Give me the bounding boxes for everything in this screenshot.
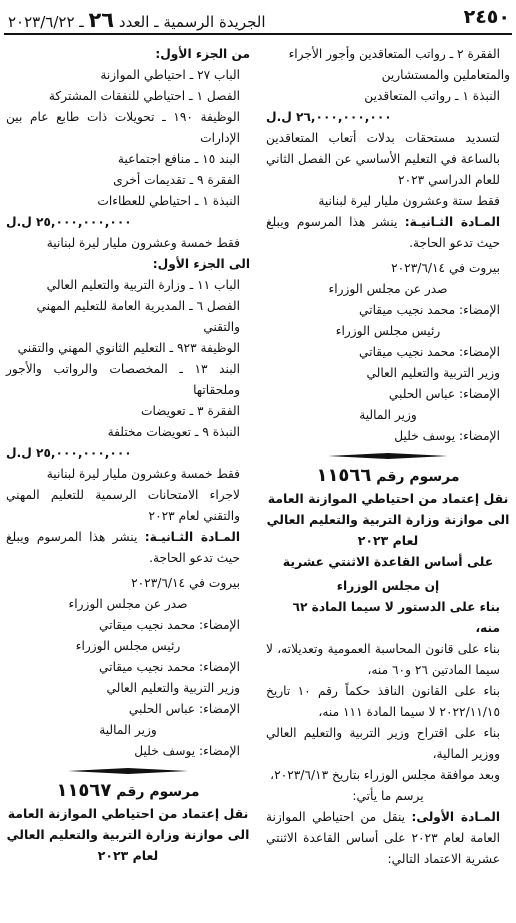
decree-subtitle: على أساس القاعدة الاثنتي عشرية (282, 554, 494, 569)
article-1 (266, 807, 510, 870)
decree-title (6, 780, 250, 803)
whereas-line: بناء على القانون النافذ حكماً رقم ١٠ تاريخ ٢٠٢٢/١١/١٥ لا سيما المادة ١١١ منه، (266, 684, 500, 719)
budget-line: الوظيفة ٩٢٣ ـ التعليم الثانوي المهني والتقني (17, 341, 240, 355)
decree-subtitle: نقل إعتماد من احتياطي الموازنة العامة (7, 806, 249, 821)
right-column (266, 44, 510, 870)
text-line: والمتعاملين والمستشارين (381, 68, 510, 82)
text-line: الفقرة ٢ ـ رواتب المتعاقدين وأجور الأجراء (288, 47, 500, 61)
issue-date: ـ ٢٠٢٣/٦/٢٢ (8, 13, 84, 31)
amount-words: فقط ستة وعشرون مليار ليرة لبنانية (318, 194, 500, 208)
text-line: النبذة ١ ـ رواتب المتعاقدين (364, 89, 500, 103)
issued-by: صدر عن مجلس الوزراء (328, 282, 448, 296)
decree-number: ١١٥٦٧ (56, 780, 112, 801)
article-label: المـادة الأولى: (411, 810, 501, 824)
budget-line: الفصل ٦ ـ المديرية العامة للتعليم المهني والتقني (36, 299, 240, 334)
signature: الإمضاء: يوسف خليل (394, 429, 500, 443)
budget-line: الباب ٢٧ ـ احتياطي الموازنة (100, 68, 240, 82)
gazette-name: الجريدة الرسمية ـ العدد (118, 13, 266, 31)
decree-subtitle: الى موازنة وزارة التربية والتعليم العالي لعام ٢٠٢٣ (266, 512, 510, 548)
budget-line: البند ١٣ ـ المخصصات والرواتب والأجور وملحقاتها (6, 362, 241, 397)
signature: الإمضاء: محمد نجيب ميقاتي (99, 618, 240, 632)
signature: الإمضاء: محمد نجيب ميقاتي (99, 660, 240, 674)
council-heading: إن مجلس الوزراء (336, 579, 440, 593)
decree-number: ١١٥٦٦ (316, 465, 372, 486)
budget-line: الباب ١١ ـ وزارة التربية والتعليم العالي (46, 278, 240, 292)
whereas-line: وبعد موافقة مجلس الوزراء بتاريخ ٢٠٢٣/٦/١٣، (270, 768, 500, 782)
signature: الإمضاء: يوسف خليل (134, 744, 240, 758)
budget-line: الوظيفة ١٩٠ ـ تحويلات ذات طابع عام بين الإدارات (6, 110, 240, 145)
amount: ٢٦,٠٠٠,٠٠٠,٠٠٠ ل.ل (266, 110, 392, 124)
decree-title (266, 465, 510, 488)
budget-line: النبذة ٩ ـ تعويضات مختلفة (107, 425, 240, 439)
signature: الإمضاء: محمد نجيب ميقاتي (359, 345, 500, 359)
whereas-line: بناء على الدستور لا سيما المادة ٦٢ منه، (292, 600, 500, 635)
left-column (6, 44, 250, 866)
issued-by: صدر عن مجلس الوزراء (68, 597, 188, 611)
place-date: بيروت في ٢٠٢٣/٦/١٤ (391, 261, 500, 275)
article-2 (266, 212, 510, 254)
article-label: المـادة الثـانيـة: (404, 215, 500, 229)
signatory-title: رئيس مجلس الوزراء (75, 639, 181, 653)
decree-prefix: مرسوم رقم (376, 469, 460, 485)
budget-line: النبذة ١ ـ احتياطي للعطاءات (97, 194, 240, 208)
budget-line: البند ١٥ ـ منافع اجتماعية (117, 152, 240, 166)
signatory-title: وزير التربية والتعليم العالي (366, 366, 500, 380)
amount: ٢٥,٠٠٠,٠٠٠,٠٠٠ ل.ل (6, 446, 132, 460)
divider-ornament (68, 768, 188, 774)
header-rule (4, 33, 512, 35)
page-header (0, 0, 516, 34)
place-date: بيروت في ٢٠٢٣/٦/١٤ (131, 576, 240, 590)
amount-words: فقط خمسة وعشرون مليار ليرة لبنانية (46, 467, 240, 481)
whereas-line: بناء على اقتراح وزير التربية والتعليم العالي ووزير المالية، (266, 726, 500, 761)
section-heading: من الجزء الأول: (155, 47, 250, 61)
article-text: ينقل من احتياطي الموازنة العامة لعام ٢٠٢٣ على أساس القاعدة الاثنتي عشرية الاعتماد التالي: (266, 810, 500, 866)
decrees-line: يرسم ما يأتي: (352, 789, 424, 803)
signatory-title: وزير التربية والتعليم العالي (106, 681, 240, 695)
section-heading: الى الجزء الأول: (152, 257, 250, 271)
whereas-line: بناء على قانون المحاسبة العمومية وتعديلاته، لا سيما المادتين ٢٦ و٦٠ منه، (266, 642, 500, 677)
decree-subtitle: الى موازنة وزارة التربية والتعليم العالي لعام ٢٠٢٣ (6, 827, 250, 863)
decree-subtitle: نقل إعتماد من احتياطي الموازنة العامة (267, 491, 509, 506)
divider-ornament (328, 453, 448, 459)
article-text: ينشر هذا المرسوم ويبلغ حيث تدعو الحاجة. (6, 530, 240, 565)
signature: الإمضاء: عباس الحلبي (128, 702, 240, 716)
budget-line: الفقرة ٩ ـ تقديمات أخرى (113, 173, 240, 187)
purpose-line: لاجراء الامتحانات الرسمية للتعليم المهني والتقني لعام ٢٠٢٣ (6, 488, 240, 523)
decree-prefix: مرسوم رقم (116, 784, 200, 800)
amount-words: فقط خمسة وعشرون مليار ليرة لبنانية (46, 236, 240, 250)
page-number: ٢٤٥٠ (463, 6, 510, 28)
signatory-title: وزير المالية (359, 408, 417, 422)
article-2 (6, 527, 250, 569)
signature: الإمضاء: محمد نجيب ميقاتي (359, 303, 500, 317)
signatory-title: وزير المالية (99, 723, 157, 737)
amount: ٢٥,٠٠٠,٠٠٠,٠٠٠ ل.ل (6, 215, 132, 229)
text-paragraph: لتسديد مستحقات بدلات أتعاب المتعاقدين بالساعة في التعليم الأساسي عن الفصل الثاني للعام الدراسي ٢٠٢٣ (266, 131, 500, 187)
article-label: المـادة الثـانيـة: (144, 530, 240, 544)
gazette-title (8, 8, 266, 32)
signature: الإمضاء: عباس الحلبي (388, 387, 500, 401)
budget-line: الفقرة ٣ ـ تعويضات (140, 404, 240, 418)
issue-number: ٢٦ (88, 8, 115, 32)
signatory-title: رئيس مجلس الوزراء (335, 324, 441, 338)
article-text: ينشر هذا المرسوم ويبلغ حيث تدعو الحاجة. (266, 215, 500, 250)
budget-line: الفصل ١ ـ احتياطي للنفقات المشتركة (48, 89, 240, 103)
